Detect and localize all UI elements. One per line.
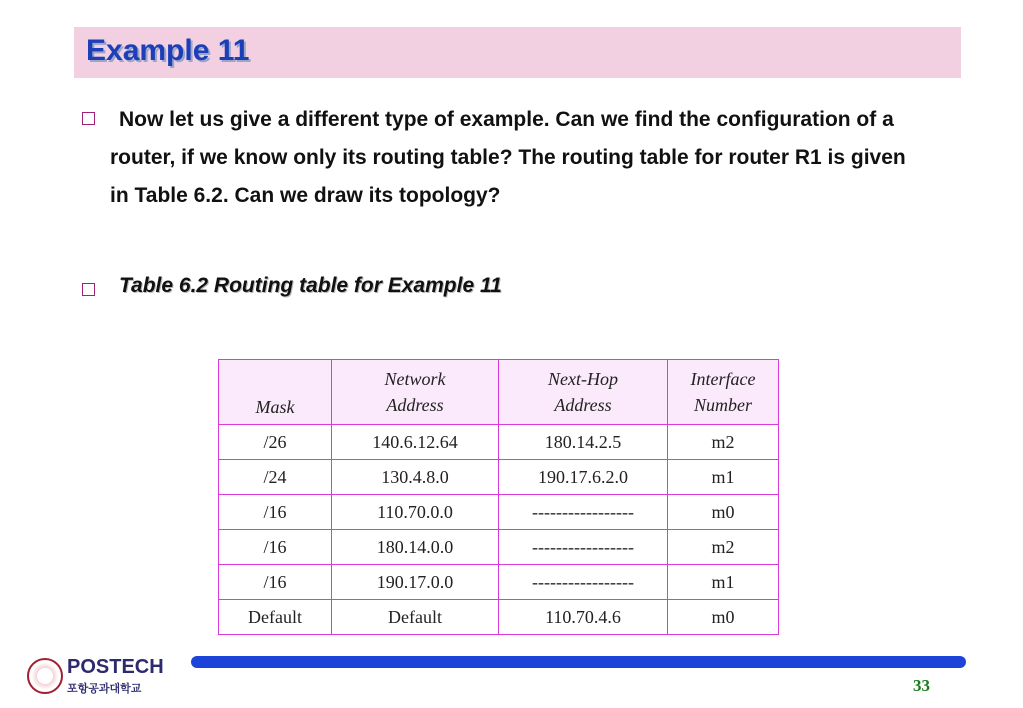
cell-next-hop: ----------------- [499,495,668,530]
cell-interface: m0 [668,495,779,530]
header-next-hop-address-label: Next-Hop Address [548,369,618,415]
cell-next-hop: 110.70.4.6 [499,600,668,635]
cell-next-hop: ----------------- [499,530,668,565]
cell-interface: m0 [668,600,779,635]
cell-interface: m1 [668,460,779,495]
cell-interface: m2 [668,425,779,460]
cell-network-address: 180.14.0.0 [332,530,499,565]
slide-title: Example 11 [86,34,250,67]
cell-mask: /16 [219,565,332,600]
header-next-hop-address [499,360,668,425]
header-mask: Mask [219,360,332,425]
table-row [219,600,779,635]
header-interface-number-label: Interface Number [690,369,756,415]
bullet-square-icon [82,112,95,125]
table-row [219,460,779,495]
cell-mask: /16 [219,495,332,530]
cell-next-hop: ----------------- [499,565,668,600]
table-row [219,425,779,460]
logo-subtitle: 포항공과대학교 [67,682,142,695]
header-interface-number [668,360,779,425]
cell-network-address: 140.6.12.64 [332,425,499,460]
university-seal-icon [27,658,63,694]
table-caption: Table 6.2 Routing table for Example 11 [119,274,502,297]
cell-interface: m2 [668,530,779,565]
cell-mask: /16 [219,530,332,565]
cell-next-hop: 180.14.2.5 [499,425,668,460]
bullet-text: Now let us give a different type of example. Can we find the configuration of a router, if we know only its routing table? The routing table for router R1 is given in Table 6.2. Can we draw its topology? [110,108,906,207]
footer-bar [191,656,966,668]
cell-network-address: 110.70.0.0 [332,495,499,530]
table-row [219,530,779,565]
cell-network-address: 190.17.0.0 [332,565,499,600]
table-row [219,495,779,530]
cell-next-hop: 190.17.6.2.0 [499,460,668,495]
cell-network-address: Default [332,600,499,635]
logo-name: POSTECH [67,656,164,678]
header-network-address-label: Network Address [384,369,446,415]
title-bar [74,27,961,78]
page-number: 33 [913,676,930,695]
routing-table [218,359,779,635]
postech-logo [27,656,167,698]
cell-network-address: 130.4.8.0 [332,460,499,495]
table-row [219,565,779,600]
bullet-square-icon [82,283,95,296]
cell-mask: /24 [219,460,332,495]
cell-mask: /26 [219,425,332,460]
cell-mask: Default [219,600,332,635]
table-header-row [219,360,779,425]
cell-interface: m1 [668,565,779,600]
header-network-address [332,360,499,425]
